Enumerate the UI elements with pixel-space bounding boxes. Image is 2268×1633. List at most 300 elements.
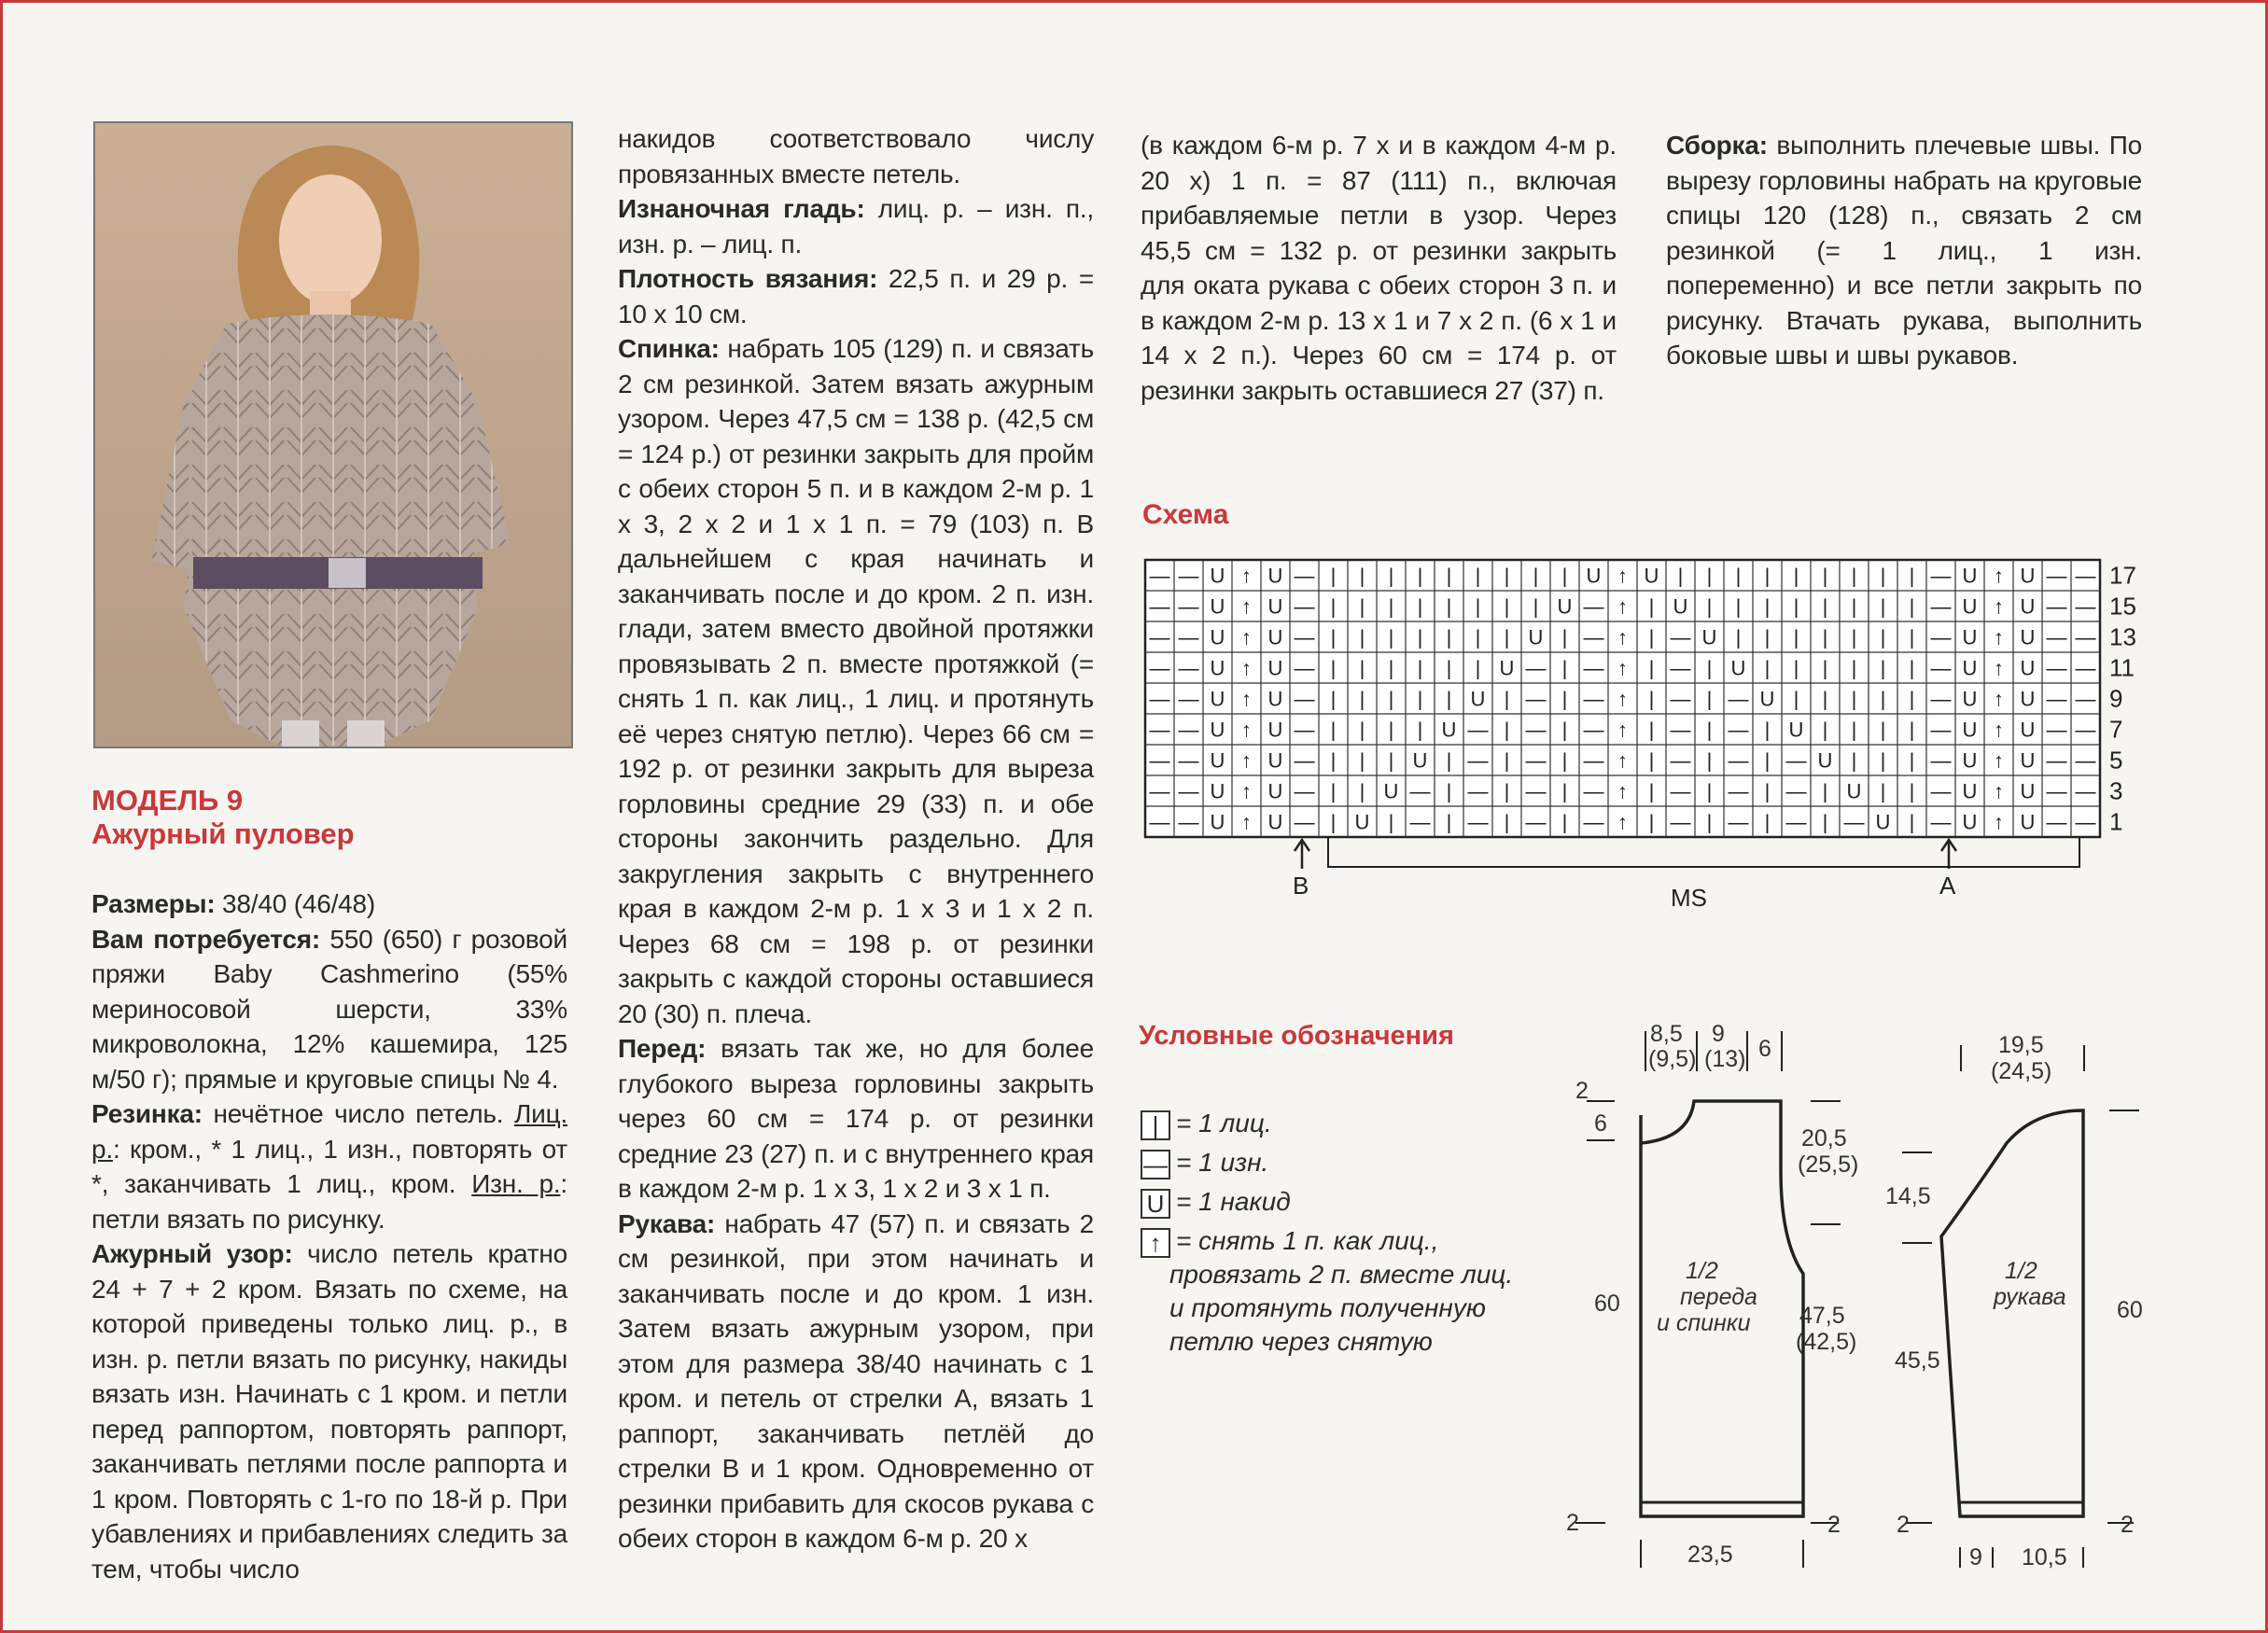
yarnover-symbol-icon: U [1141,1189,1170,1219]
chart-cell: — [1178,594,1199,619]
chart-cell: — [1294,594,1315,619]
body-dim-length: 60 [1594,1291,1620,1317]
chart-cell: | [1909,656,1915,680]
body-dim-armhole-b: (25,5) [1798,1151,1859,1178]
chart-cell: ↑ [1994,687,2004,711]
chart-cell: — [1294,687,1315,711]
chart-cell: — [2046,625,2067,649]
chart-cell: — [1785,748,1807,773]
sleeves-text: набрать 47 (57) п. и связать 2 см резинкой, при этом начинать и заканчивать после и до кром. 1 изн. Затем вязать ажурным узором, при этом для размера 38/40 начинать с 1 кром. и петель от стрелки А, вязать 1 раппорт, заканчивать петлёй до стрелки В и 1 кром. Одновременно от резинки прибавить для скосов рукава с обеих сторон в каждом 6-м р. 20 х [618,1208,1094,1553]
chart-row-number: 15 [2109,592,2136,621]
chart-cell: — [1670,625,1691,649]
chart-cell: | [1561,564,1568,588]
chart-cell: | [1561,625,1568,649]
chart-cell: | [1561,656,1568,680]
chart-cell: | [1359,625,1365,649]
chart-cell: ↑ [1994,718,2004,742]
chart-cell: U [1354,810,1370,834]
chart-cell: — [1930,687,1952,711]
purl-paragraph [618,191,1094,261]
chart-cell: | [1417,625,1423,649]
chart-cell: | [1475,656,1481,680]
chart-cell: | [1909,687,1915,711]
column-2 [618,121,1094,1556]
sleeves-label: Рукава: [618,1208,716,1238]
chart-cell: U [1644,564,1659,588]
chart-cell: | [1909,810,1915,834]
chart-cell: — [1149,748,1170,773]
chart-cell: — [2075,594,2096,619]
chart-cell: U [1210,779,1225,803]
chart-cell: | [1446,748,1452,773]
chart-cell: | [1880,718,1886,742]
chart-cell: — [2046,779,2067,803]
body-dim-armhole: 20,5 [1801,1125,1847,1151]
chart-cell: ↑ [1994,564,2004,588]
chart-cell: | [1822,810,1828,834]
chart-cell: U [1267,779,1283,803]
chart-cell: — [1930,564,1952,588]
gauge-paragraph [618,261,1094,331]
chart-grid [1145,560,2100,837]
body-dim-top2: 9 [1712,1021,1725,1047]
chart-cell: | [1648,718,1655,742]
chart-cell: U [1267,748,1283,773]
chart-cell: U [1962,625,1978,649]
chart-cell: ↑ [1241,594,1252,619]
chart-cell: | [1388,564,1394,588]
sleeve-dim-seam: 45,5 [1895,1347,1940,1374]
chart-cell: | [1446,687,1452,711]
sleeve-dim-rib-right: 2 [2121,1512,2134,1538]
chart-row-number: 13 [2109,622,2136,651]
chart-cell: — [2075,625,2096,649]
legend-knit-text: = 1 лиц. [1176,1109,1272,1138]
chart-cell: U [1962,564,1978,588]
chart-cell: | [1909,625,1915,649]
sleeve-dim-top-b: (24,5) [1991,1058,2052,1084]
chart-cell: | [1330,656,1337,680]
chart-cell: | [1851,656,1857,680]
gauge-label: Плотность вязания: [618,264,878,293]
chart-cell: | [1706,810,1713,834]
chart-cell: | [1446,594,1452,619]
rib-text: : петли вязать по рисунку. [91,1169,568,1234]
rib-text: нечётное число петель. [202,1099,514,1128]
column-4 [1666,128,2142,373]
chart-cell: | [1851,748,1857,773]
chart-cell: U [1962,656,1978,680]
chart-cell: | [1504,810,1510,834]
chart-cell: | [1677,564,1684,588]
chart-row-numbers [2109,562,2136,836]
chart-cell: | [1504,718,1510,742]
chart-cell: | [1880,594,1886,619]
chart-cell: U [1210,625,1225,649]
front-label: Перед: [618,1034,707,1063]
chart-cell: ↑ [1241,656,1252,680]
chart-cell: — [1728,687,1749,711]
chart-cell: | [1330,687,1337,711]
chart-cell: — [1294,625,1315,649]
chart-cell: — [1149,779,1170,803]
chart-cell: | [1388,810,1394,834]
chart-cell: — [2075,564,2096,588]
chart-cell: | [1880,779,1886,803]
chart-cell: | [1388,656,1394,680]
chart-cell: | [1793,625,1799,649]
sleeves-paragraph [618,1207,1094,1556]
chart-cell: U [1673,594,1688,619]
chart-cell: — [1728,810,1749,834]
chart-cell: ↑ [1617,779,1628,803]
chart-cell: | [1880,748,1886,773]
body-dim-top1b: (9,5) [1648,1046,1697,1072]
chart-cell: | [1764,564,1771,588]
chart-row-number: 1 [2109,807,2123,836]
chart-cell: U [1846,779,1862,803]
chart-cell: | [1446,810,1452,834]
sleeve-dim-bottom-9: 9 [1969,1544,1982,1570]
chart-cell: U [2020,718,2036,742]
chart-cell: — [2075,810,2096,834]
chart-cell: | [1330,779,1337,803]
chart-cell: — [1728,718,1749,742]
body-label-2: переда [1680,1284,1757,1310]
chart-cell: | [1330,564,1337,588]
chart-cell: U [2020,625,2036,649]
legend-title: Условные обозначения [1139,1021,1454,1051]
chart-cell: — [2075,656,2096,680]
chart-cell: | [1388,718,1394,742]
chart-cell: | [1735,594,1742,619]
chart-cell: | [1475,564,1481,588]
chart-cell: — [1294,779,1315,803]
arrow-a-label: A [1939,872,1956,900]
legend-purl [1141,1146,1268,1179]
chart-cell: — [2046,594,2067,619]
chart-cell: — [1178,625,1199,649]
chart-cell: | [1764,718,1771,742]
chart-cell: | [1648,748,1655,773]
chart-cell: U [1210,748,1225,773]
chart-cell: ↑ [1617,594,1628,619]
chart-cell: ↑ [1994,748,2004,773]
chart-cell: ↑ [1241,564,1252,588]
chart-cell: | [1822,687,1828,711]
sleeve-dim-rib-left: 2 [1897,1512,1910,1538]
gauge-text: 22,5 п. и 29 р. = 10 х 10 см. [618,264,1094,328]
column-1 [91,886,567,1586]
chart-cell: | [1330,594,1337,619]
chart-cell: | [1880,564,1886,588]
chart-cell: | [1417,718,1423,742]
chart-cell: ↑ [1241,687,1252,711]
chart-cell: — [2075,718,2096,742]
chart-cell: — [1467,810,1489,834]
body-schematic [1566,1021,1858,1568]
chart-cell: — [2075,687,2096,711]
chart-cell: | [1359,564,1365,588]
chart-cell: | [1648,656,1655,680]
chart-cell: — [1930,810,1952,834]
chart-cell: U [1210,656,1225,680]
legend-decrease [1141,1224,1438,1258]
chart-cell: — [1525,687,1547,711]
rib-right-side: Лиц. р. [91,1099,567,1164]
chart-cell: | [1533,594,1539,619]
chart-cell: — [1149,594,1170,619]
chart-cell: | [1822,625,1828,649]
chart-cell: | [1706,656,1713,680]
chart-cell: — [2046,564,2067,588]
chart-cell: — [1178,564,1199,588]
chart-cell: — [1149,625,1170,649]
chart-cell: | [1648,810,1655,834]
chart-cell: | [1851,687,1857,711]
chart-cell: | [1706,594,1713,619]
sleeve-schematic [1885,1032,2143,1570]
chart-cell: ↑ [1241,718,1252,742]
chart-cell: | [1822,594,1828,619]
chart-cell: U [1267,625,1283,649]
chart-cell: ↑ [1994,625,2004,649]
chart-cell: — [1294,718,1315,742]
chart-cell: — [1149,687,1170,711]
chart-cell: — [1583,625,1604,649]
chart-cell: | [1706,748,1713,773]
assembly-label: Сборка: [1666,131,1768,160]
chart-cell: U [2020,564,2036,588]
body-label-1: 1/2 [1686,1258,1718,1284]
materials-paragraph [91,922,567,1097]
sizes-label: Размеры: [91,889,216,918]
continuation-text: накидов соответствовало числу провязанных вместе петель. [618,124,1094,188]
chart-cell: U [1586,564,1602,588]
legend-knit [1141,1107,1272,1140]
chart-cell: — [1583,810,1604,834]
chart-cell: — [1149,718,1170,742]
legend-decrease-line2: провязать 2 п. вместе лиц. [1169,1260,1514,1289]
chart-cell: | [1880,625,1886,649]
chart-cell: — [1525,779,1547,803]
chart-cell: U [2020,656,2036,680]
chart-cell: | [1822,564,1828,588]
chart-cell: | [1880,656,1886,680]
chart-cell: — [1728,748,1749,773]
front-paragraph [618,1031,1094,1207]
column-3 [1141,128,1617,408]
lace-label: Ажурный узор: [91,1239,293,1268]
chart-cell: U [1730,656,1746,680]
chart-cell: U [1210,810,1225,834]
chart-cell: | [1330,810,1337,834]
chart-cell: | [1504,564,1510,588]
chart-cell: | [1504,748,1510,773]
chart-cell: U [1383,779,1399,803]
body-dim-rib-right: 2 [1827,1512,1841,1538]
chart-cell: — [1178,687,1199,711]
chart-cell: | [1909,718,1915,742]
sleeve-label-1: 1/2 [2005,1258,2037,1284]
schema-title: Схема [1142,499,1229,530]
chart-cell: U [1875,810,1891,834]
chart-cell: U [1557,594,1573,619]
chart-cell: — [1294,656,1315,680]
chart-cell: | [1359,779,1365,803]
chart-cell: | [1735,564,1742,588]
chart-cell: | [1793,564,1799,588]
chart-cell: U [1962,748,1978,773]
sleeve-dim-cap: 14,5 [1885,1183,1931,1209]
chart-cell: | [1793,656,1799,680]
sleeve-outline [1941,1110,2083,1516]
chart-cell: | [1359,687,1365,711]
chart-cell: ↑ [1994,594,2004,619]
chart-cell: U [1267,594,1283,619]
purl-label: Изнаночная гладь: [618,194,865,223]
ms-label: MS [1671,884,1707,911]
chart-cell: — [1843,810,1865,834]
chart-cell: U [1962,687,1978,711]
chart-cell: U [1528,625,1544,649]
chart-cell: | [1706,564,1713,588]
chart-cell: | [1388,748,1394,773]
chart-cell: — [1294,748,1315,773]
legend-yarnover-text: = 1 накид [1176,1187,1291,1216]
sizes-text: 38/40 (46/48) [215,889,376,918]
sleeves-continuation: (в каждом 6-м р. 7 х и в каждом 4-м р. 20 х) 1 п. = 87 (111) п., включая прибавляемые петли в узор. Через 45,5 см = 132 р. от резинки закрыть для оката рукава с обеих сторон 3 п. и в каждом 2-м р. 13 х 1 и 7 х 2 п. (6 х 1 и 14 х 2 п.). Через 60 см = 174 р. от резинки закрыть оставшиеся 27 (37) п. [1141,131,1617,405]
chart-cell: — [1149,810,1170,834]
chart-cell: — [1525,656,1547,680]
chart-cell: | [1706,718,1713,742]
body-dim-side: 47,5 [1799,1303,1845,1329]
chart-cell: U [2020,687,2036,711]
chart-cell: — [1467,748,1489,773]
rib-paragraph [91,1096,567,1236]
chart-cell: | [1648,687,1655,711]
chart-cell: | [1417,687,1423,711]
chart-cell: U [1210,594,1225,619]
chart-cell: — [2075,779,2096,803]
chart-cell: | [1764,748,1771,773]
chart-cell: ↑ [1994,656,2004,680]
decrease-symbol-icon: ↑ [1141,1228,1170,1258]
chart-cell: — [1467,718,1489,742]
chart-cell: U [1962,594,1978,619]
chart-cell: U [1210,718,1225,742]
chart-cell: — [1178,718,1199,742]
chart-cell: — [1930,779,1952,803]
chart-cell: — [1670,810,1691,834]
legend-yarnover [1141,1185,1291,1219]
chart-cell: — [2046,810,2067,834]
chart-cell: | [1359,594,1365,619]
chart-cell: | [1793,594,1799,619]
body-label-3: и спинки [1657,1310,1751,1336]
chart-cell: U [1962,810,1978,834]
chart-cell: U [1267,564,1283,588]
chart-cell: — [1930,625,1952,649]
legend-decrease-line3: и протянуть полученную [1169,1293,1486,1322]
chart-cell: U [1267,718,1283,742]
chart-cell: — [1930,748,1952,773]
materials-text: 550 (650) г розовой пряжи Baby Cashmerino (55% мериносовой шерсти, 33% микроволокна, 12% кашемира, 125 м/50 г); прямые и круговые спицы № 4. [91,924,567,1094]
model-photo [93,121,573,748]
chart-cell: | [1851,625,1857,649]
chart-cell: | [1764,594,1771,619]
chart-cell: — [1149,564,1170,588]
chart-cell: | [1561,718,1568,742]
chart-cell: — [1583,748,1604,773]
chart-cell: — [1728,779,1749,803]
chart-cell: | [1561,779,1568,803]
chart-cell: | [1764,625,1771,649]
chart-cell: | [1417,564,1423,588]
chart-cell: U [1412,748,1428,773]
chart-cell: — [2075,748,2096,773]
chart-cell: U [2020,748,2036,773]
chart-row-number: 9 [2109,684,2123,713]
sleeve-dim-top: 19,5 [1998,1032,2044,1058]
chart-cell: — [1670,656,1691,680]
chart-cell: — [2046,748,2067,773]
chart-cell: U [1962,779,1978,803]
chart-cell: — [1178,810,1199,834]
chart-cell: | [1706,687,1713,711]
chart-cell: | [1561,748,1568,773]
chart-cell: | [1475,594,1481,619]
body-dim-rib-left: 2 [1566,1510,1579,1536]
chart-cell: — [1670,687,1691,711]
assembly-paragraph [1666,128,2142,373]
back-paragraph [618,331,1094,1031]
chart-cell: — [1409,810,1431,834]
chart-cell: | [1851,564,1857,588]
legend-decrease-text: = снять 1 п. как лиц., [1176,1226,1439,1255]
lace-text: число петель кратно 24 + 7 + 2 кром. Вязать по схеме, на которой приведены только лиц. р., в изн. р. петли вязать по рисунку, накиды вязать изн. Начинать с 1 кром. и петли перед раппортом, повторять раппорт, заканчивать петлями после раппорта и 1 кром. Повторять с 1-го по 18-й р. При убавлениях и прибавлениях следить за тем, чтобы число [91,1239,567,1584]
chart-cell: | [1504,594,1510,619]
chart-cell: | [1359,718,1365,742]
chart-cell: — [1670,779,1691,803]
chart-cell: U [2020,779,2036,803]
chart-cell: | [1735,625,1742,649]
chart-cell: | [1561,687,1568,711]
chart-cell: | [1648,625,1655,649]
chart-cell: | [1561,810,1568,834]
chart-cell: — [1583,687,1604,711]
sleeve-dim-bottom-105: 10,5 [2022,1544,2067,1570]
body-dim-top1: 8,5 [1650,1021,1683,1047]
sizes-paragraph [91,886,567,922]
chart-cell: — [1525,718,1547,742]
chart-cell: | [1388,625,1394,649]
sleeve-dim-length: 60 [2117,1297,2143,1323]
chart-row-number: 5 [2109,746,2123,775]
body-dim-left6: 6 [1594,1110,1607,1137]
chart-cell: | [1330,625,1337,649]
materials-label: Вам потребуется: [91,924,321,954]
lace-paragraph [91,1236,567,1586]
chart-cell: | [1706,779,1713,803]
chart-cell: | [1648,779,1655,803]
chart-cell: | [1330,718,1337,742]
chart-cell: | [1851,718,1857,742]
chart-cell: — [2046,718,2067,742]
chart-cell: | [1822,656,1828,680]
chart-cell: | [1446,656,1452,680]
chart-cell: — [2046,687,2067,711]
